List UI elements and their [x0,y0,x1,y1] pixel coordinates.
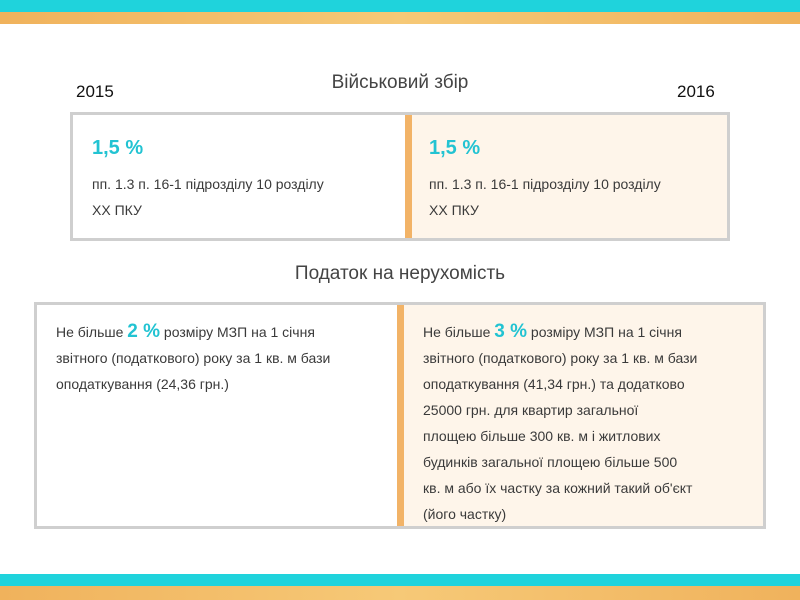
property-left-line1-suffix: розміру МЗП на 1 січня [160,324,315,340]
property-divider [397,305,404,526]
military-left-ref-line1: пп. 1.3 п. 16-1 підрозділу 10 розділу [92,176,324,192]
bottom-stripe-cyan [0,574,800,586]
property-right-line7: кв. м або їх частку за кожний такий об'єкт [423,480,693,496]
property-left-rate: 2 % [127,321,161,342]
military-levy-panel [70,112,730,241]
military-right-ref-line2: XX ПКУ [429,202,479,218]
property-right-line1 [423,319,763,345]
military-levy-title: Військовий збір [331,72,469,93]
property-right-line3: оподаткування (41,34 грн.) та додатково [423,376,685,392]
property-right-line6: будинків загальної площею більше 500 [423,454,678,470]
property-right-line5: площею більше 300 кв. м і житлових [423,428,661,444]
top-stripe-orange [0,12,800,24]
property-left-prefix: Не більше [56,324,128,340]
military-left-ref-line2: XX ПКУ [92,202,142,218]
property-right-line8: (його частку) [423,506,507,522]
military-right-ref [429,171,661,223]
year-2016-label: 2016 [677,82,715,101]
property-left-line2: звітного (податкового) року за 1 кв. м бази [56,350,331,366]
military-left-ref [92,171,324,223]
property-right-line2: звітного (податкового) року за 1 кв. м бази [423,350,698,366]
property-left-text [56,319,386,397]
military-divider [405,115,412,238]
property-right-line1-suffix: розміру МЗП на 1 січня [527,324,682,340]
military-right-rate: 1,5 % [429,137,481,159]
year-2015-label: 2015 [76,82,114,101]
property-tax-panel [34,302,766,529]
property-right-line4: 25000 грн. для квартир загальної [423,402,639,418]
property-right-rate: 3 % [494,321,528,342]
top-stripe-cyan [0,0,800,12]
property-left-line1 [56,319,386,345]
property-tax-title: Податок на нерухомість [294,263,506,284]
military-left-rate: 1,5 % [92,137,144,159]
property-left-line3: оподаткування (24,36 грн.) [56,376,229,392]
property-right-prefix: Не більше [423,324,495,340]
bottom-stripe-orange [0,586,800,600]
property-right-text [423,319,763,527]
military-right-ref-line1: пп. 1.3 п. 16-1 підрозділу 10 розділу [429,176,661,192]
